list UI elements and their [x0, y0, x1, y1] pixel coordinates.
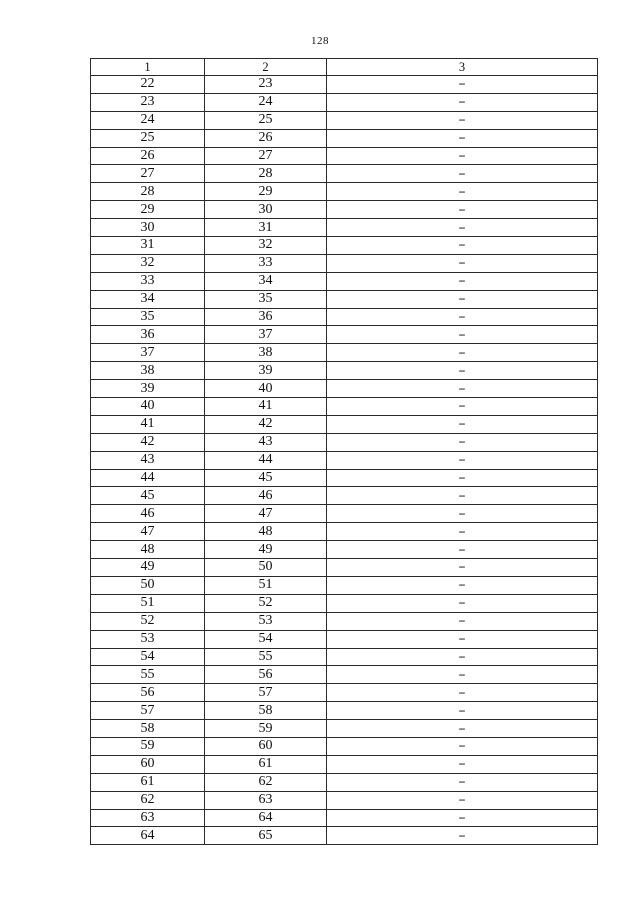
table-cell-col-1: 53: [91, 630, 205, 648]
table-row: [91, 487, 598, 505]
table-cell-col-2: 63: [205, 791, 327, 809]
table-cell-col-1: 31: [91, 237, 205, 255]
column-header-3: 3: [327, 59, 598, 76]
table-cell-col-1: 47: [91, 523, 205, 541]
table-cell-col-1: 46: [91, 505, 205, 523]
table-cell-col-1: 55: [91, 666, 205, 684]
table-cell-col-2: 24: [205, 93, 327, 111]
table-row: [91, 254, 598, 272]
table-row: [91, 451, 598, 469]
table-cell-col-3: –: [327, 290, 598, 308]
table-cell-col-3: –: [327, 201, 598, 219]
table-cell-col-3: –: [327, 398, 598, 416]
table-row: [91, 720, 598, 738]
table-cell-col-2: 38: [205, 344, 327, 362]
table-cell-col-2: 59: [205, 720, 327, 738]
table-cell-col-1: 40: [91, 398, 205, 416]
table-row: [91, 147, 598, 165]
table-cell-col-1: 27: [91, 165, 205, 183]
table-cell-col-1: 38: [91, 362, 205, 380]
table-cell-col-2: 31: [205, 219, 327, 237]
table-cell-col-1: 54: [91, 648, 205, 666]
table-cell-col-1: 61: [91, 773, 205, 791]
table-cell-col-3: –: [327, 755, 598, 773]
table-row: [91, 183, 598, 201]
table-cell-col-3: –: [327, 129, 598, 147]
table-cell-col-1: 33: [91, 272, 205, 290]
page-number: 128: [311, 35, 329, 47]
table-cell-col-2: 34: [205, 272, 327, 290]
table-cell-col-1: 35: [91, 308, 205, 326]
table-cell-col-3: –: [327, 773, 598, 791]
table-cell-col-2: 65: [205, 827, 327, 845]
table-cell-col-1: 48: [91, 541, 205, 559]
table-row: [91, 219, 598, 237]
data-table: [90, 58, 598, 845]
table-cell-col-1: 51: [91, 594, 205, 612]
table-row: [91, 702, 598, 720]
table-cell-col-3: –: [327, 469, 598, 487]
table-cell-col-3: –: [327, 487, 598, 505]
table-cell-col-2: 53: [205, 612, 327, 630]
table-cell-col-3: –: [327, 165, 598, 183]
table-body: [91, 76, 598, 845]
table-cell-col-3: –: [327, 505, 598, 523]
table-cell-col-1: 59: [91, 737, 205, 755]
table-row: [91, 415, 598, 433]
table-row: [91, 791, 598, 809]
table-cell-col-2: 37: [205, 326, 327, 344]
table-cell-col-2: 30: [205, 201, 327, 219]
table-cell-col-3: –: [327, 415, 598, 433]
table-cell-col-3: –: [327, 559, 598, 577]
table-cell-col-3: –: [327, 809, 598, 827]
table-cell-col-1: 39: [91, 380, 205, 398]
table-cell-col-2: 25: [205, 111, 327, 129]
table-row: [91, 326, 598, 344]
table-header-row: [91, 59, 598, 76]
table-cell-col-1: 29: [91, 201, 205, 219]
table-cell-col-1: 63: [91, 809, 205, 827]
table-cell-col-2: 45: [205, 469, 327, 487]
table-row: [91, 576, 598, 594]
table-row: [91, 505, 598, 523]
table-row: [91, 469, 598, 487]
table-cell-col-3: –: [327, 720, 598, 738]
table-cell-col-1: 26: [91, 147, 205, 165]
table-cell-col-3: –: [327, 147, 598, 165]
table-cell-col-3: –: [327, 344, 598, 362]
table-row: [91, 737, 598, 755]
table-cell-col-3: –: [327, 111, 598, 129]
table-cell-col-3: –: [327, 93, 598, 111]
table-cell-col-2: 32: [205, 237, 327, 255]
table-cell-col-2: 57: [205, 684, 327, 702]
column-header-1: 1: [91, 59, 205, 76]
table-cell-col-2: 36: [205, 308, 327, 326]
table-cell-col-1: 41: [91, 415, 205, 433]
table-cell-col-1: 42: [91, 433, 205, 451]
table-row: [91, 290, 598, 308]
table-cell-col-2: 64: [205, 809, 327, 827]
table-cell-col-1: 37: [91, 344, 205, 362]
table-row: [91, 594, 598, 612]
table-row: [91, 523, 598, 541]
table-cell-col-3: –: [327, 326, 598, 344]
table-row: [91, 684, 598, 702]
table-row: [91, 666, 598, 684]
table-row: [91, 380, 598, 398]
table-cell-col-1: 45: [91, 487, 205, 505]
table-cell-col-3: –: [327, 380, 598, 398]
table-cell-col-1: 49: [91, 559, 205, 577]
table-cell-col-1: 57: [91, 702, 205, 720]
table-cell-col-1: 30: [91, 219, 205, 237]
table-cell-col-1: 34: [91, 290, 205, 308]
table-cell-col-1: 23: [91, 93, 205, 111]
table-cell-col-1: 44: [91, 469, 205, 487]
table-cell-col-2: 41: [205, 398, 327, 416]
table-row: [91, 272, 598, 290]
table-cell-col-3: –: [327, 612, 598, 630]
table-cell-col-3: –: [327, 737, 598, 755]
table-cell-col-1: 28: [91, 183, 205, 201]
table-row: [91, 827, 598, 845]
table-cell-col-3: –: [327, 684, 598, 702]
table-cell-col-1: 58: [91, 720, 205, 738]
table-row: [91, 648, 598, 666]
table-cell-col-2: 29: [205, 183, 327, 201]
table-cell-col-3: –: [327, 576, 598, 594]
table-row: [91, 111, 598, 129]
table-cell-col-3: –: [327, 254, 598, 272]
table-cell-col-1: 36: [91, 326, 205, 344]
table-cell-col-3: –: [327, 594, 598, 612]
table-cell-col-2: 62: [205, 773, 327, 791]
table-row: [91, 612, 598, 630]
table-row: [91, 308, 598, 326]
table-cell-col-2: 60: [205, 737, 327, 755]
table-cell-col-1: 62: [91, 791, 205, 809]
table-cell-col-2: 47: [205, 505, 327, 523]
column-header-2: 2: [205, 59, 327, 76]
table-cell-col-1: 60: [91, 755, 205, 773]
table-row: [91, 773, 598, 791]
table-cell-col-3: –: [327, 451, 598, 469]
table-cell-col-1: 32: [91, 254, 205, 272]
table-cell-col-3: –: [327, 630, 598, 648]
table-row: [91, 398, 598, 416]
table-cell-col-2: 50: [205, 559, 327, 577]
table-cell-col-1: 43: [91, 451, 205, 469]
table-cell-col-2: 56: [205, 666, 327, 684]
table-cell-col-3: –: [327, 183, 598, 201]
table-cell-col-2: 23: [205, 76, 327, 94]
table-cell-col-3: –: [327, 541, 598, 559]
table-cell-col-3: –: [327, 76, 598, 94]
table-cell-col-2: 48: [205, 523, 327, 541]
table-cell-col-2: 43: [205, 433, 327, 451]
table-cell-col-3: –: [327, 237, 598, 255]
table-cell-col-3: –: [327, 791, 598, 809]
table-row: [91, 237, 598, 255]
table-row: [91, 362, 598, 380]
table-cell-col-1: 50: [91, 576, 205, 594]
table-row: [91, 630, 598, 648]
table-cell-col-2: 28: [205, 165, 327, 183]
table-cell-col-3: –: [327, 648, 598, 666]
table-cell-col-3: –: [327, 702, 598, 720]
table-cell-col-2: 42: [205, 415, 327, 433]
table-cell-col-1: 22: [91, 76, 205, 94]
table-cell-col-2: 40: [205, 380, 327, 398]
table-cell-col-3: –: [327, 433, 598, 451]
table-cell-col-2: 44: [205, 451, 327, 469]
table-row: [91, 76, 598, 94]
table-row: [91, 93, 598, 111]
table-cell-col-3: –: [327, 308, 598, 326]
table-cell-col-3: –: [327, 219, 598, 237]
table-row: [91, 201, 598, 219]
table-cell-col-2: 49: [205, 541, 327, 559]
table-cell-col-3: –: [327, 827, 598, 845]
table-row: [91, 809, 598, 827]
table-cell-col-2: 58: [205, 702, 327, 720]
table-cell-col-3: –: [327, 523, 598, 541]
table-header: [91, 59, 598, 76]
table-row: [91, 129, 598, 147]
table-cell-col-1: 24: [91, 111, 205, 129]
table-cell-col-1: 52: [91, 612, 205, 630]
table-row: [91, 755, 598, 773]
table-cell-col-3: –: [327, 272, 598, 290]
table-row: [91, 559, 598, 577]
table-cell-col-2: 51: [205, 576, 327, 594]
table-cell-col-3: –: [327, 666, 598, 684]
table-cell-col-2: 33: [205, 254, 327, 272]
table-cell-col-2: 26: [205, 129, 327, 147]
table-cell-col-2: 39: [205, 362, 327, 380]
table-row: [91, 165, 598, 183]
table-cell-col-3: –: [327, 362, 598, 380]
table-cell-col-2: 52: [205, 594, 327, 612]
table-row: [91, 433, 598, 451]
table-cell-col-2: 27: [205, 147, 327, 165]
table-cell-col-1: 56: [91, 684, 205, 702]
table-cell-col-1: 64: [91, 827, 205, 845]
table-cell-col-2: 61: [205, 755, 327, 773]
table-cell-col-1: 25: [91, 129, 205, 147]
table-cell-col-2: 46: [205, 487, 327, 505]
table-row: [91, 541, 598, 559]
table-cell-col-2: 35: [205, 290, 327, 308]
table-cell-col-2: 55: [205, 648, 327, 666]
table-row: [91, 344, 598, 362]
table-cell-col-2: 54: [205, 630, 327, 648]
